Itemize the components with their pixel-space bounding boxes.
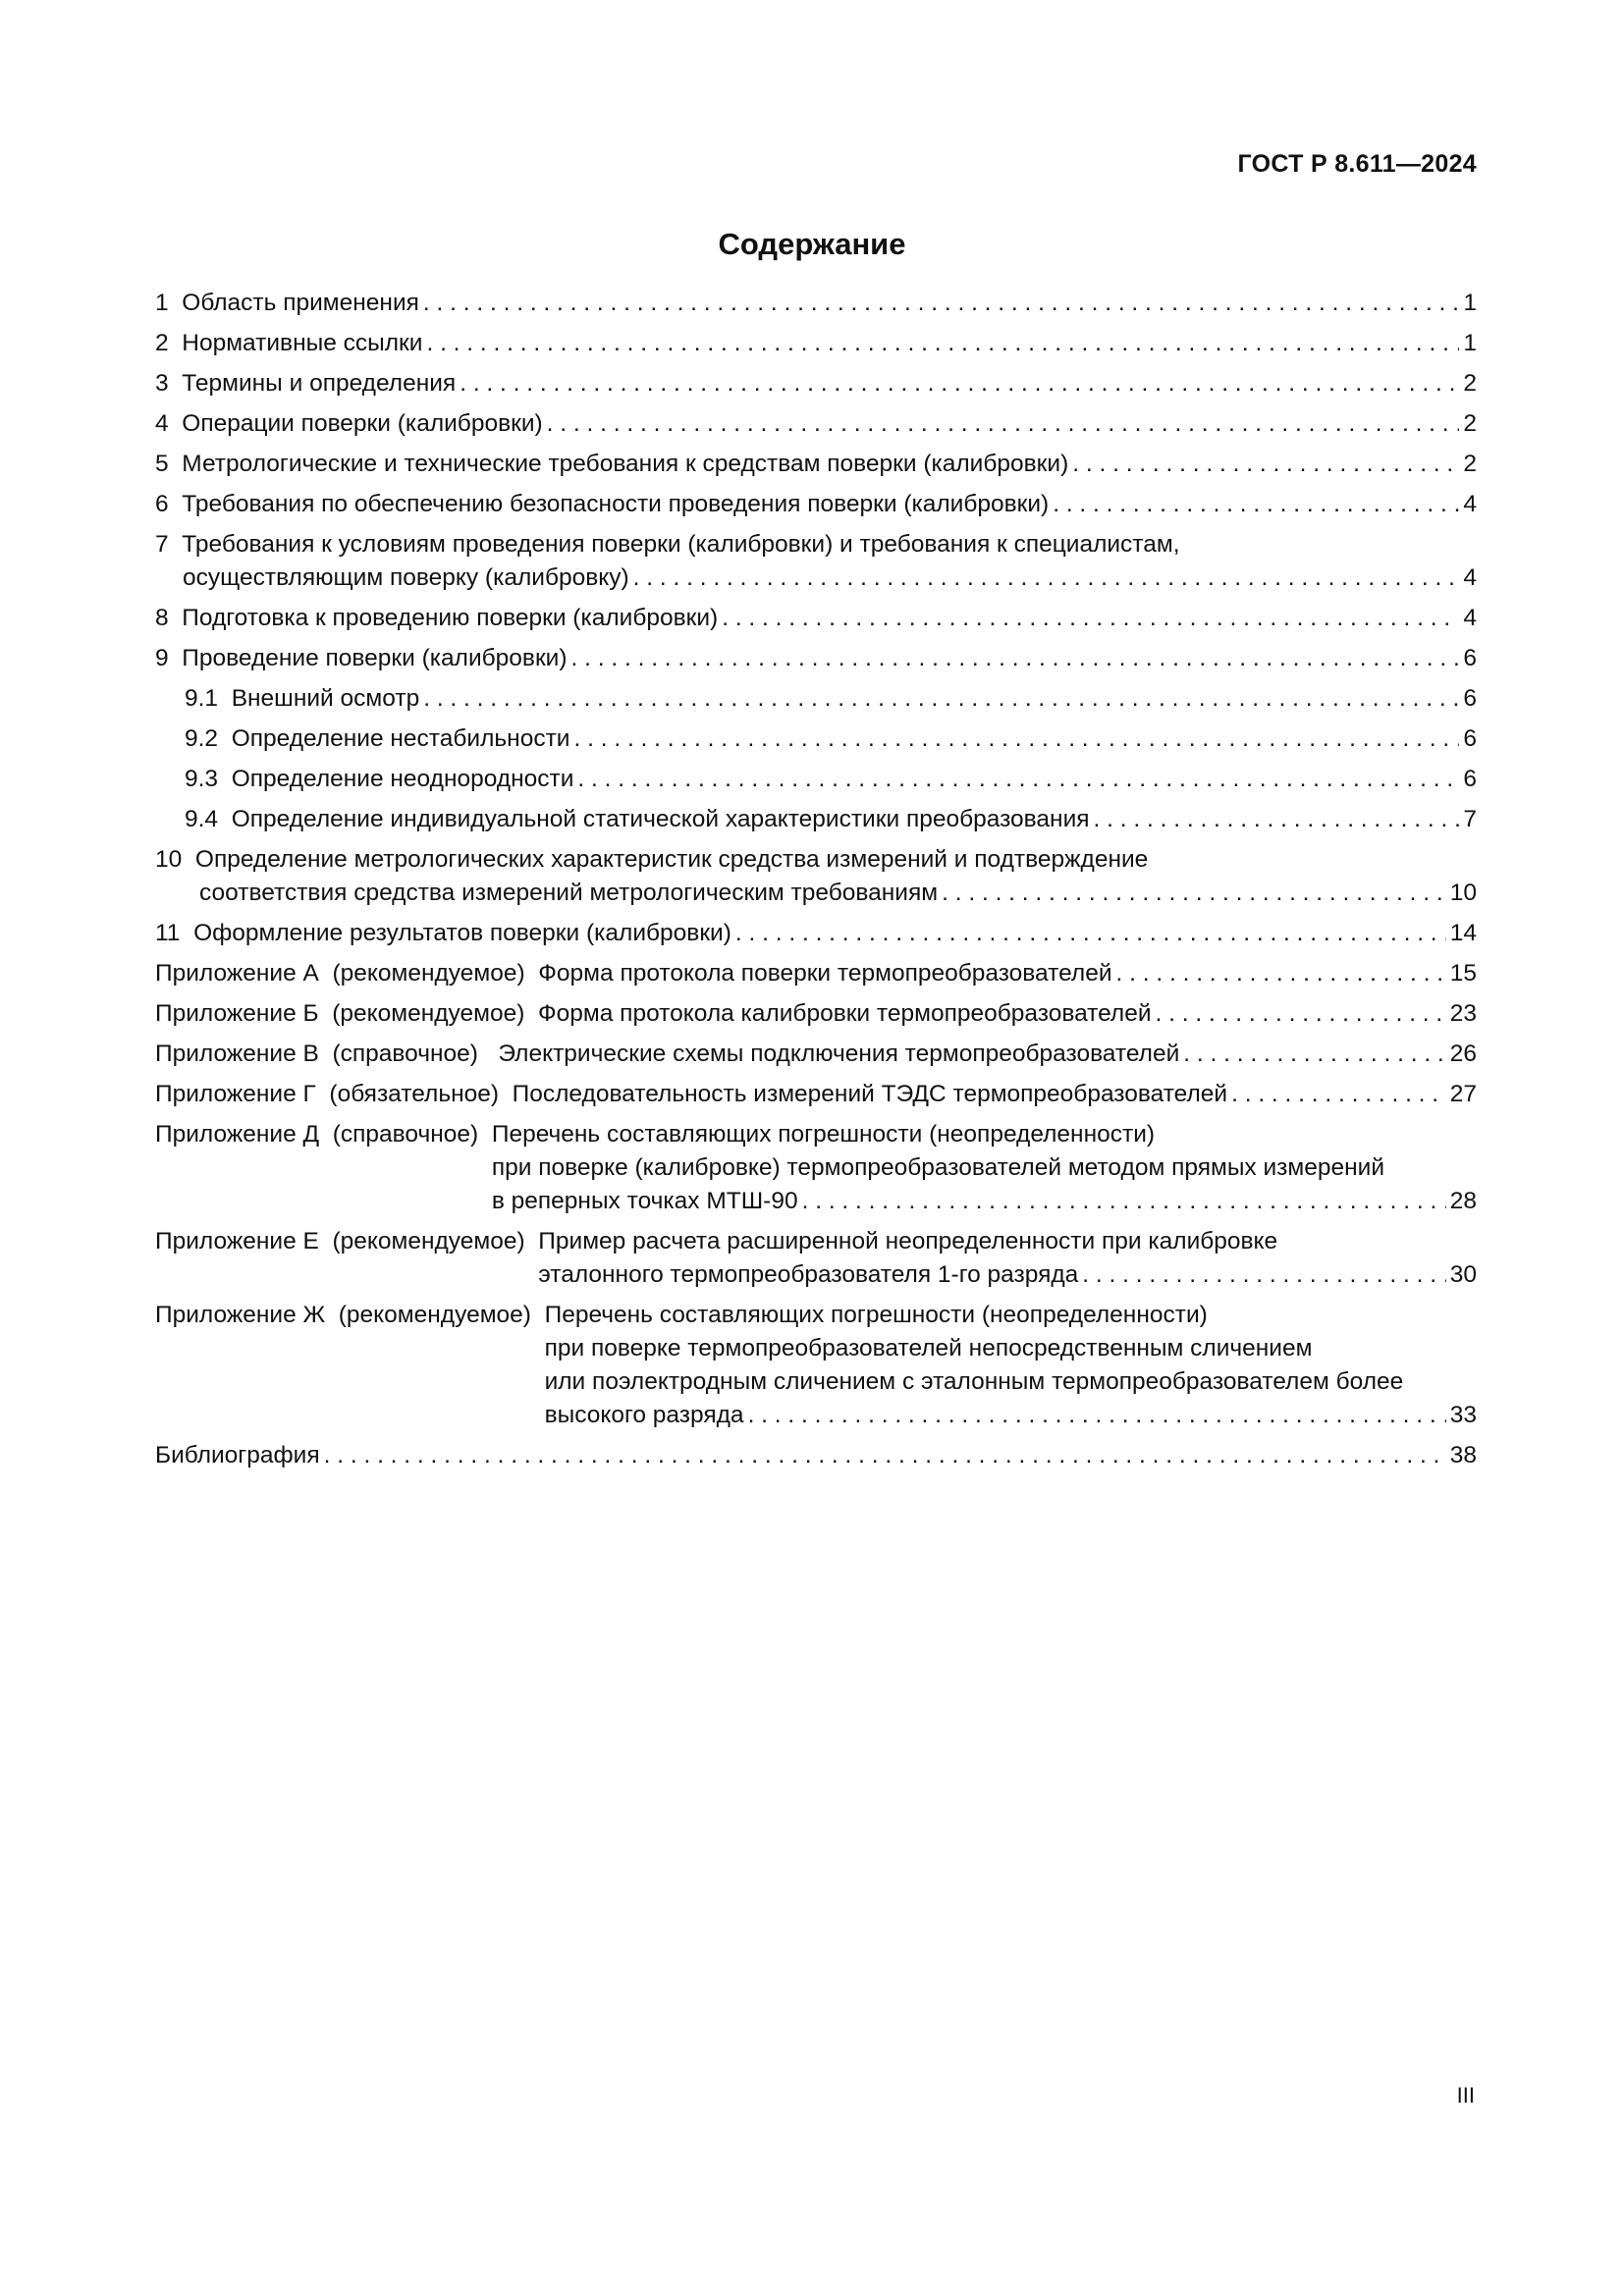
toc-entry-1[interactable]	[155, 287, 1477, 320]
toc-entry-9-1[interactable]	[185, 682, 1477, 716]
toc-entry-9[interactable]	[155, 642, 1477, 675]
toc-entry-4[interactable]	[155, 407, 1477, 441]
entry-title: Форма протокола калибровки термопреобразователей	[538, 1000, 1152, 1027]
dot-leader	[735, 917, 1446, 950]
entry-title: Определение нестабильности	[231, 725, 570, 752]
entry-title-line-2: осуществляющим поверку (калибровку)	[183, 564, 629, 591]
entry-page: 2	[1463, 451, 1477, 477]
appendix-label: Приложение Ж	[155, 1302, 326, 1328]
entry-number: 8	[155, 605, 169, 631]
dot-leader	[942, 877, 1446, 910]
dot-leader	[1072, 448, 1459, 481]
entry-title-line-2: при поверке термопреобразователей непосредственным сличением	[544, 1335, 1313, 1362]
toc-appendix-g[interactable]	[155, 1078, 1477, 1111]
dot-leader	[722, 602, 1459, 635]
dot-leader	[802, 1185, 1446, 1218]
dot-leader	[1094, 803, 1460, 836]
entry-title: Нормативные ссылки	[182, 330, 423, 356]
entry-page: 30	[1449, 1261, 1477, 1288]
entry-page: 6	[1463, 725, 1477, 752]
entry-title: Определение индивидуальной статической характеристики преобразования	[231, 806, 1090, 832]
entry-title: Внешний осмотр	[231, 685, 420, 712]
entry-number: 6	[155, 491, 169, 517]
entry-page: 7	[1463, 806, 1477, 832]
entry-page: 33	[1449, 1402, 1477, 1428]
entry-page: 10	[1449, 880, 1477, 906]
dot-leader	[423, 682, 1459, 716]
toc-bibliography[interactable]	[155, 1439, 1477, 1472]
appendix-status: (справочное)	[332, 1041, 478, 1067]
appendix-status: (рекомендуемое)	[332, 960, 525, 987]
dot-leader	[633, 561, 1460, 595]
appendix-label: Приложение А	[155, 960, 319, 987]
page-title: Содержание	[718, 227, 906, 261]
toc-appendix-b[interactable]	[155, 997, 1477, 1031]
appendix-label: Приложение Г	[155, 1081, 316, 1107]
entry-title-line-1: Требования к условиям проведения поверки (калибровки) и требования к специалистам,	[182, 531, 1180, 558]
dot-leader	[1183, 1038, 1445, 1071]
entry-page: 6	[1463, 766, 1477, 792]
entry-title: Подготовка к проведению поверки (калибровки)	[182, 605, 719, 631]
appendix-label: Приложение Б	[155, 1000, 319, 1027]
dot-leader	[1053, 488, 1459, 521]
entry-number: 2	[155, 330, 169, 356]
toc-entry-7[interactable]	[155, 528, 1477, 595]
entry-number: 1	[155, 290, 169, 316]
entry-page: 15	[1449, 960, 1477, 987]
entry-number: 5	[155, 451, 169, 477]
dot-leader	[426, 327, 1459, 360]
entry-page: 2	[1463, 410, 1477, 437]
appendix-label: Приложение Д	[155, 1121, 320, 1148]
entry-number: 4	[155, 410, 169, 437]
appendix-label: Приложение В	[155, 1041, 319, 1067]
dot-leader	[573, 722, 1459, 756]
entry-page: 4	[1463, 605, 1477, 631]
appendix-status: (обязательное)	[329, 1081, 500, 1107]
entry-title: Метрологические и технические требования к средствам поверки (калибровки)	[182, 451, 1069, 477]
entry-title: Форма протокола поверки термопреобразователей	[538, 960, 1112, 987]
entry-title-line-2: при поверке (калибровке) термопреобразователей методом прямых измерений	[491, 1154, 1385, 1181]
dot-leader	[571, 642, 1460, 675]
entry-title-line-4: высокого разряда	[544, 1402, 744, 1428]
entry-title-line-2: эталонного термопреобразователя 1-го разряда	[538, 1261, 1079, 1288]
entry-number: 9.1	[185, 685, 219, 712]
entry-title: Проведение поверки (калибровки)	[182, 645, 568, 671]
toc-entry-6[interactable]	[155, 488, 1477, 521]
entry-title: Электрические схемы подключения термопреобразователей	[498, 1041, 1180, 1067]
entry-number: 10	[155, 846, 183, 873]
entry-page: 6	[1463, 645, 1477, 671]
toc-appendix-zh[interactable]	[155, 1299, 1477, 1432]
entry-title-line-2: соответствия средства измерений метрологическим требованиям	[199, 880, 939, 906]
entry-title-line-1: Перечень составляющих погрешности (неопределенности)	[491, 1121, 1156, 1148]
dot-leader	[460, 367, 1459, 400]
entry-number: 9.2	[185, 725, 219, 752]
entry-page: 1	[1463, 330, 1477, 356]
entry-title: Операции поверки (калибровки)	[182, 410, 543, 437]
entry-page: 4	[1463, 564, 1477, 591]
appendix-status: (рекомендуемое)	[332, 1228, 525, 1255]
toc-entry-9-3[interactable]	[185, 763, 1477, 796]
entry-title-line-1: Определение метрологических характеристик средства измерений и подтверждение	[194, 846, 1149, 873]
entry-title-line-1: Перечень составляющих погрешности (неопределенности)	[544, 1302, 1208, 1328]
entry-page: 4	[1463, 491, 1477, 517]
toc-entry-8[interactable]	[155, 602, 1477, 635]
entry-number: 9.4	[185, 806, 219, 832]
entry-page: 28	[1449, 1188, 1477, 1214]
toc-entry-3[interactable]	[155, 367, 1477, 400]
entry-title: Область применения	[182, 290, 419, 316]
toc-appendix-a[interactable]	[155, 957, 1477, 990]
toc-entry-2[interactable]	[155, 327, 1477, 360]
dot-leader	[1082, 1258, 1445, 1292]
entry-title: Последовательность измерений ТЭДС термопреобразователей	[512, 1081, 1228, 1107]
dot-leader	[547, 407, 1460, 441]
entry-number: 9	[155, 645, 169, 671]
toc-appendix-e[interactable]	[155, 1225, 1477, 1292]
entry-page: 38	[1449, 1442, 1477, 1468]
toc-entry-5[interactable]	[155, 448, 1477, 481]
entry-number: 7	[155, 531, 169, 558]
dot-leader	[748, 1399, 1446, 1432]
toc-entry-11[interactable]	[155, 917, 1477, 950]
toc-entry-9-2[interactable]	[185, 722, 1477, 756]
appendix-label: Приложение Е	[155, 1228, 319, 1255]
dot-leader	[1156, 997, 1446, 1031]
appendix-status: (справочное)	[332, 1121, 479, 1148]
entry-title: Оформление результатов поверки (калибровки)	[193, 920, 731, 946]
toc-entry-10[interactable]	[155, 843, 1477, 910]
dot-leader	[423, 287, 1459, 320]
page-number: III	[1456, 2083, 1475, 2108]
toc-appendix-d[interactable]	[155, 1118, 1477, 1218]
toc-entry-9-4[interactable]	[185, 803, 1477, 836]
appendix-status: (рекомендуемое)	[332, 1000, 525, 1027]
entry-page: 14	[1449, 920, 1477, 946]
toc-appendix-v[interactable]	[155, 1038, 1477, 1071]
entry-page: 23	[1449, 1000, 1477, 1027]
entry-title: Термины и определения	[182, 370, 457, 397]
entry-title-line-3: или поэлектродным сличением с эталонным термопреобразователем более	[544, 1368, 1404, 1395]
entry-number: 9.3	[185, 766, 219, 792]
dot-leader	[577, 763, 1459, 796]
table-of-contents	[155, 287, 1477, 1479]
entry-title: Определение неоднородности	[231, 766, 574, 792]
entry-page: 2	[1463, 370, 1477, 397]
entry-page: 1	[1463, 290, 1477, 316]
dot-leader	[324, 1439, 1446, 1472]
appendix-status: (рекомендуемое)	[338, 1302, 531, 1328]
document-code: ГОСТ Р 8.611—2024	[1237, 150, 1477, 178]
entry-number: 11	[155, 920, 181, 946]
dot-leader	[1116, 957, 1446, 990]
entry-page: 26	[1449, 1041, 1477, 1067]
entry-title: Библиография	[155, 1442, 320, 1468]
entry-title-line-3: в реперных точках МТШ-90	[491, 1188, 798, 1214]
dot-leader	[1231, 1078, 1446, 1111]
entry-title-line-1: Пример расчета расширенной неопределенности при калибровке	[538, 1228, 1278, 1255]
entry-page: 6	[1463, 685, 1477, 712]
entry-page: 27	[1449, 1081, 1477, 1107]
entry-title: Требования по обеспечению безопасности проведения поверки (калибровки)	[182, 491, 1050, 517]
entry-number: 3	[155, 370, 169, 397]
